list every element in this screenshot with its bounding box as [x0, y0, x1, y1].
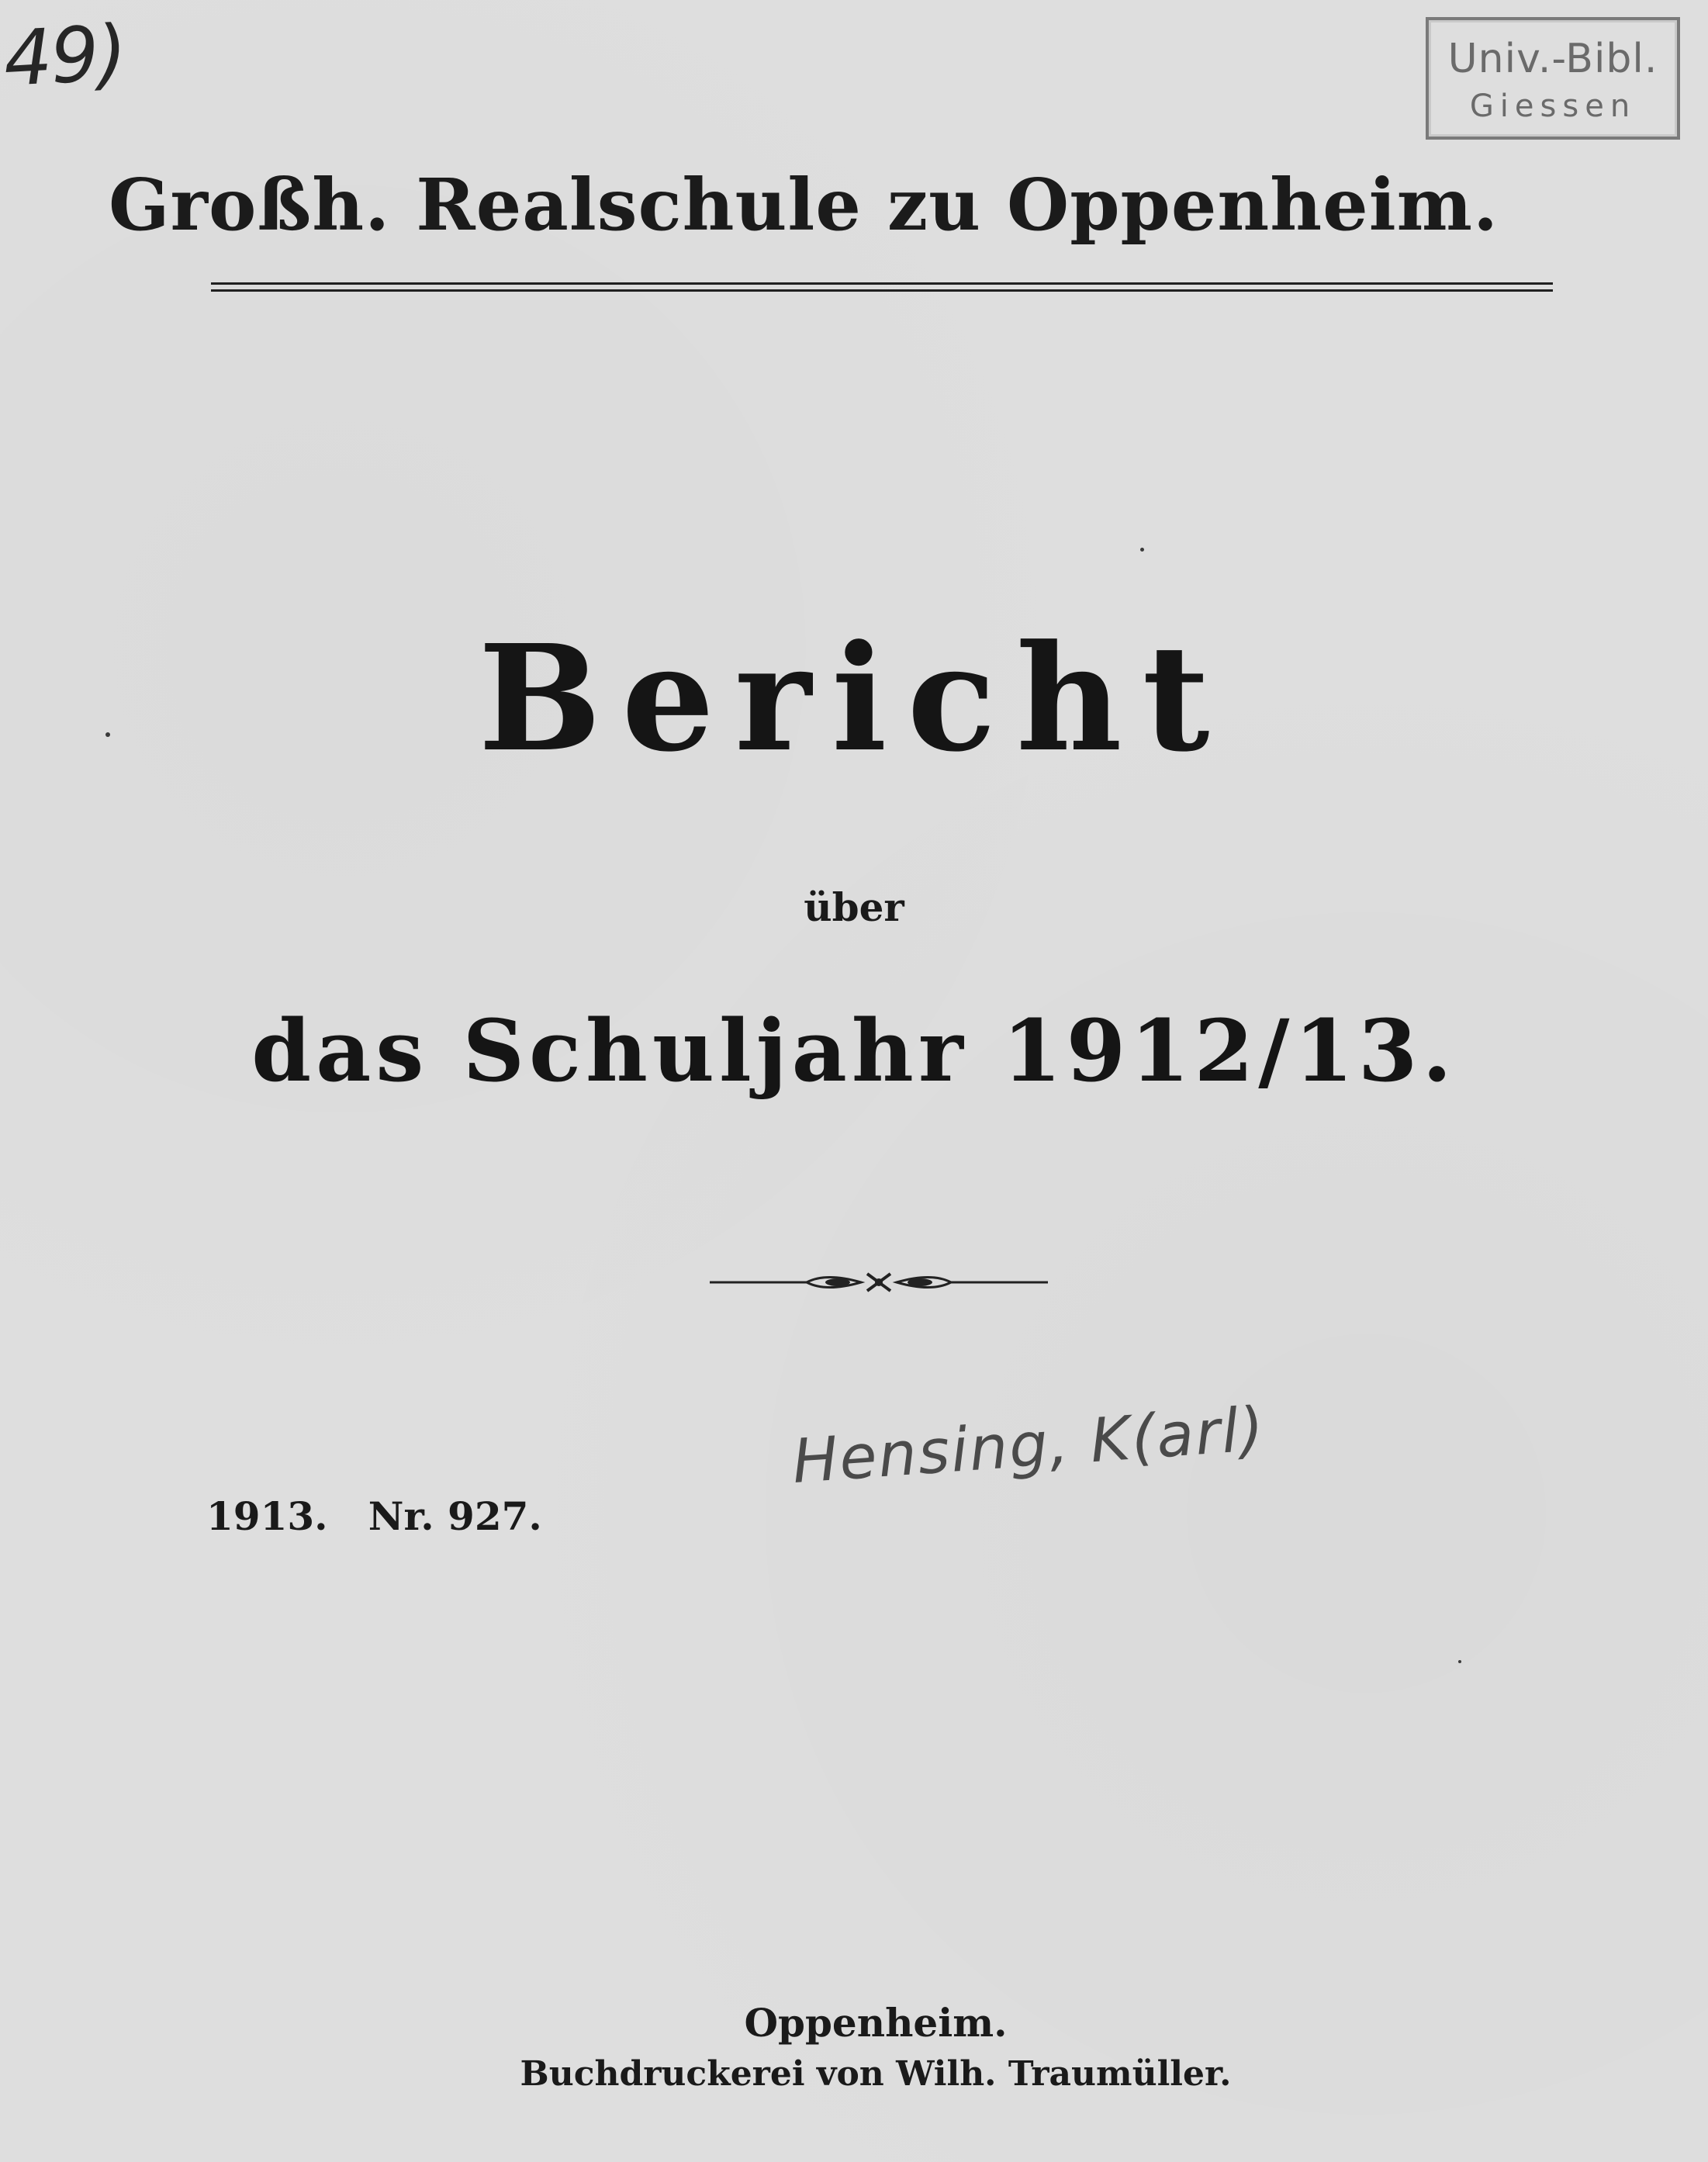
header-double-rule — [211, 282, 1553, 292]
handwritten-author-note: Hensing, K(arl) — [790, 1394, 1267, 1497]
school-year-title: das Schuljahr 1912/13. — [251, 1001, 1457, 1101]
dust-speck — [1458, 1660, 1461, 1663]
handwritten-shelf-number: 49) — [2, 9, 128, 104]
stamp-line-2: Giessen — [1469, 88, 1637, 124]
series-number: 1913. Nr. 927. — [206, 1493, 542, 1539]
imprint-place: Oppenheim. — [744, 2000, 1008, 2046]
dust-speck — [105, 732, 110, 737]
stamp-line-1: Univ.-Bibl. — [1447, 36, 1658, 82]
imprint-printer: Buchdruckerei von Wilh. Traumüller. — [520, 2054, 1232, 2094]
report-title: Bericht — [478, 613, 1230, 784]
title-connector: über — [804, 884, 904, 930]
ornament-divider — [710, 1263, 1048, 1302]
dust-speck — [1140, 548, 1144, 552]
school-title: Großh. Realschule zu Oppenheim. — [108, 163, 1499, 247]
library-stamp — [1426, 17, 1680, 140]
